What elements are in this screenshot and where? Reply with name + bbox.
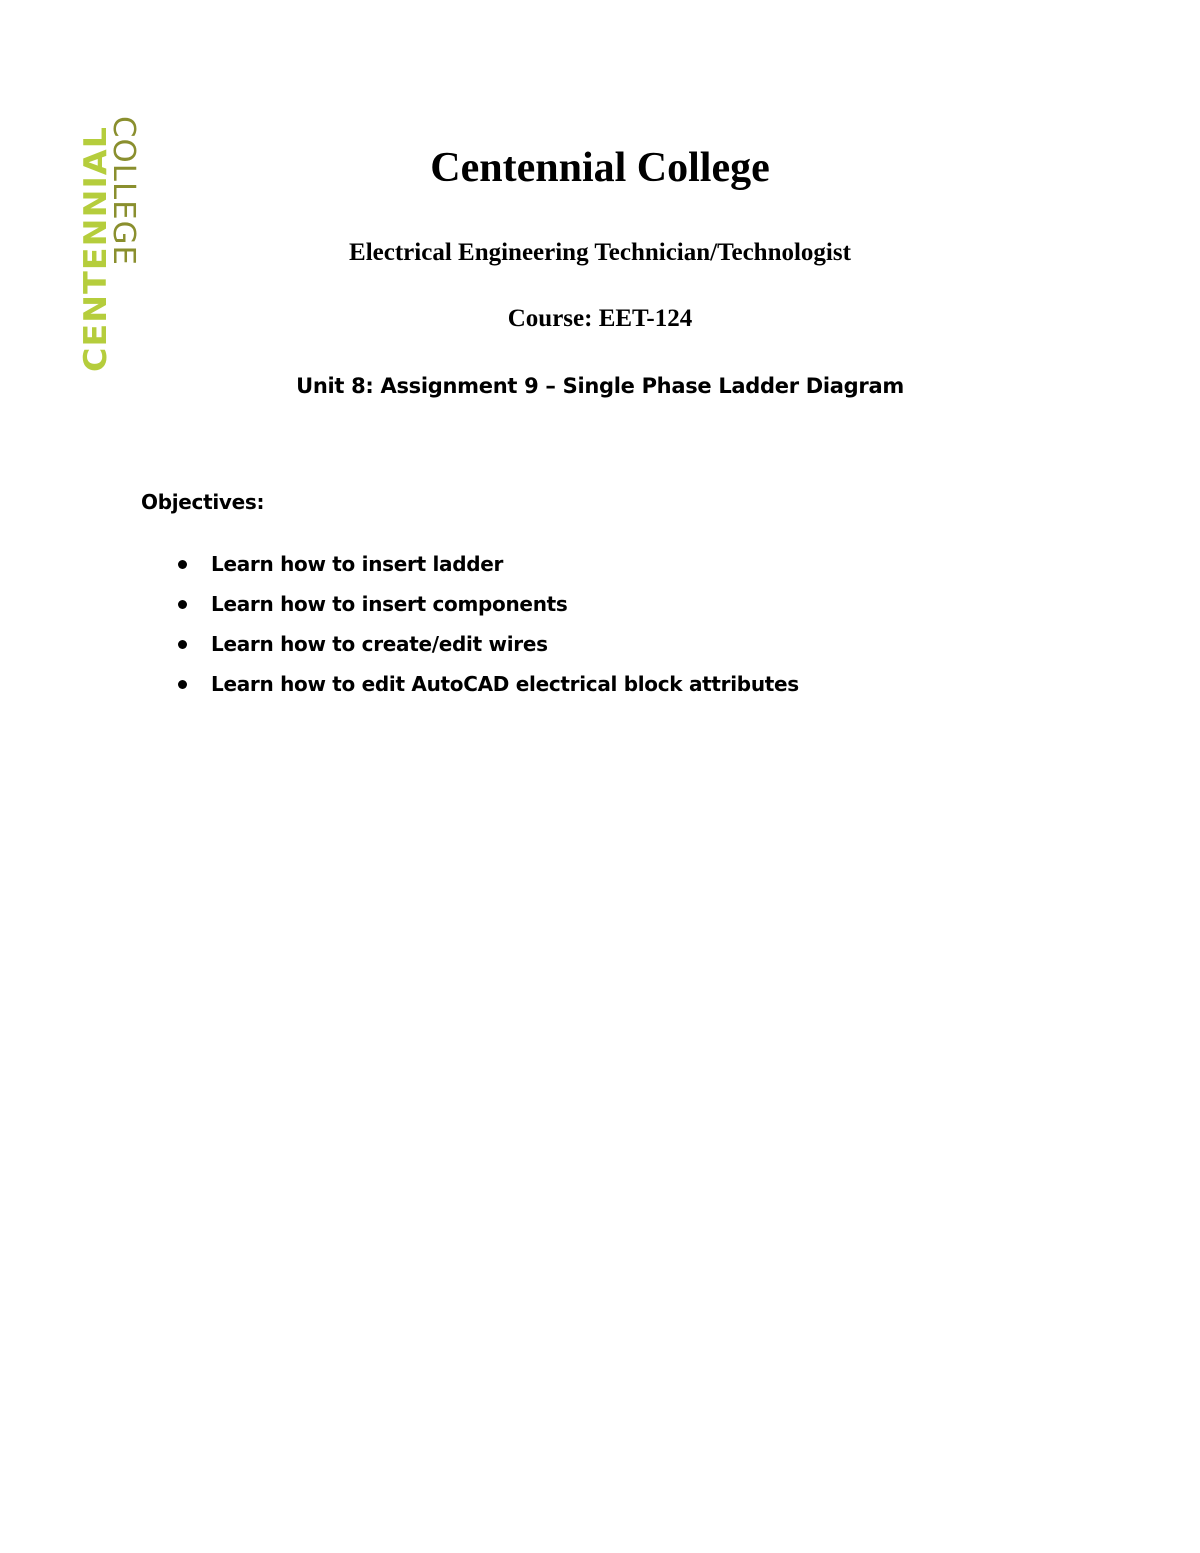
objective-text: Learn how to insert ladder (211, 552, 504, 576)
objective-text: Learn how to create/edit wires (211, 632, 548, 656)
objective-text: Learn how to insert components (211, 592, 568, 616)
list-item (176, 588, 799, 628)
page-title: Centennial College (430, 145, 770, 191)
list-item (176, 548, 799, 588)
assignment-title: Unit 8: Assignment 9 – Single Phase Ladder Diagram (296, 374, 904, 398)
logo-college-text: COLLEGE (106, 116, 141, 263)
bullet-icon (178, 680, 187, 689)
course-code: Course: EET-124 (507, 305, 693, 332)
bullet-icon (178, 560, 187, 569)
objective-text: Learn how to edit AutoCAD electrical block attributes (211, 672, 799, 696)
bullet-icon (178, 640, 187, 649)
list-item (176, 668, 799, 708)
objectives-heading: Objectives: (141, 490, 265, 514)
bullet-icon (178, 600, 187, 609)
logo-centennial-text: CENTENNIAL (78, 142, 114, 372)
objectives-list (176, 548, 799, 708)
program-name: Electrical Engineering Technician/Technologist (349, 239, 851, 266)
list-item (176, 628, 799, 668)
